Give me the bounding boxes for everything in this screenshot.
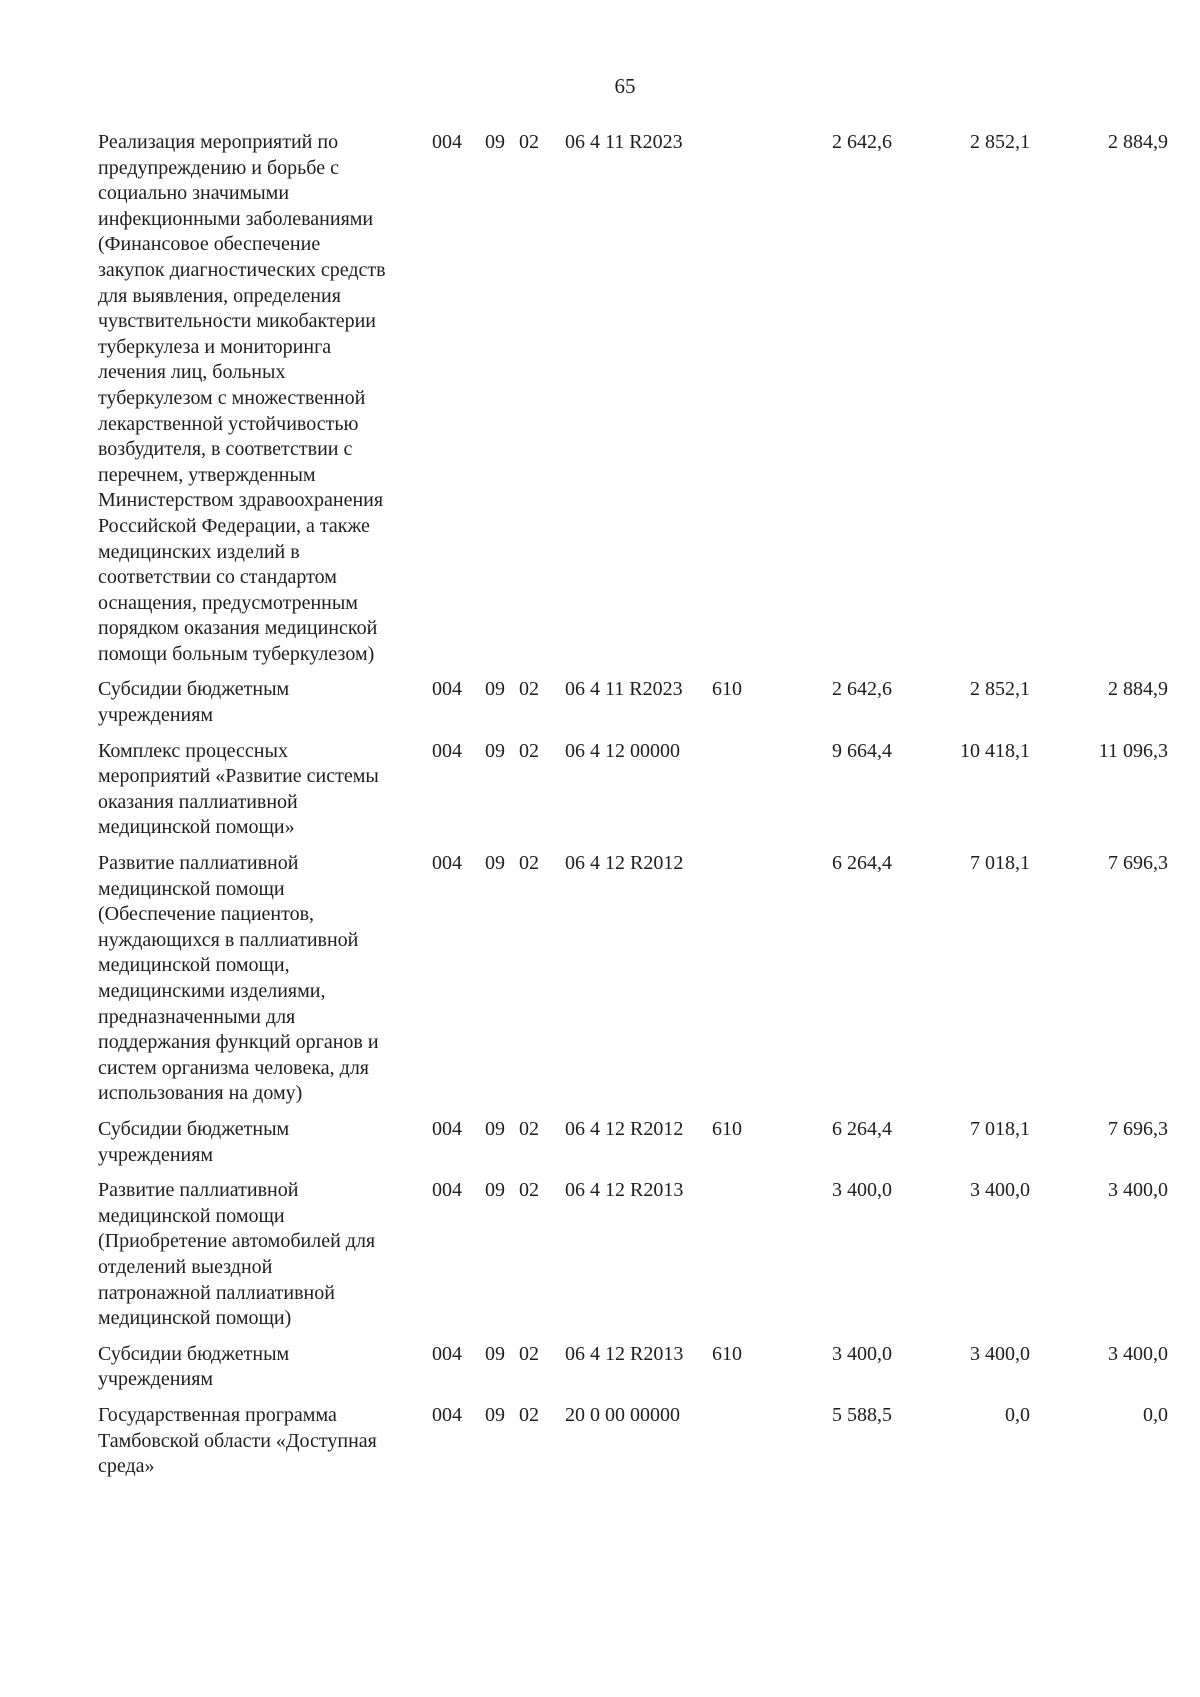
expense-type-code: 610 xyxy=(712,1117,742,1140)
row-description: Субсидии бюджетным учреждениям xyxy=(98,1117,290,1166)
row-description: Субсидии бюджетным учреждениям xyxy=(98,1342,290,1391)
subsection-code: 02 xyxy=(519,131,539,153)
amount-year-1: 3 400,0 xyxy=(832,1342,892,1365)
section-code: 09 xyxy=(485,131,505,153)
table-row xyxy=(98,1178,1168,1332)
target-article-code: 06 4 12 R2013 xyxy=(565,1179,684,1202)
amount-year-3: 2 884,9 xyxy=(1108,678,1168,701)
amount-year-2: 7 018,1 xyxy=(970,1117,1030,1140)
table-row xyxy=(98,677,1168,728)
row-description: Комплекс процессных мероприятий «Развитие системы оказания паллиативной медицинской помощи» xyxy=(98,739,379,839)
amount-year-3: 7 696,3 xyxy=(1108,852,1168,875)
ministry-code: 004 xyxy=(432,1342,462,1365)
amount-year-1: 3 400,0 xyxy=(832,1179,892,1202)
amount-year-3: 0,0 xyxy=(1143,1403,1168,1426)
target-article-code: 06 4 11 R2023 xyxy=(565,131,683,153)
target-article-code: 06 4 12 R2013 xyxy=(565,1342,684,1365)
subsection-code: 02 xyxy=(519,1403,539,1426)
target-article-code: 06 4 12 R2012 xyxy=(565,1117,684,1140)
subsection-code: 02 xyxy=(519,678,539,701)
target-article-code: 06 4 12 00000 xyxy=(565,739,680,762)
subsection-code: 02 xyxy=(519,852,539,875)
amount-year-2: 3 400,0 xyxy=(970,1179,1030,1202)
amount-year-1: 2 642,6 xyxy=(832,678,892,701)
amount-year-2: 2 852,1 xyxy=(970,131,1030,153)
budget-table xyxy=(98,130,1168,1490)
section-code: 09 xyxy=(485,1179,505,1202)
amount-year-2: 2 852,1 xyxy=(970,678,1030,701)
amount-year-1: 5 588,5 xyxy=(832,1403,892,1426)
table-row xyxy=(98,851,1168,1107)
row-description: Развитие паллиативной медицинской помощи (Обеспечение пациентов, нуждающихся в паллиативной медицинской помощи, медицинскими изделиями, предназначенными для поддержания функций органов и систем организма человека, для использования на дому) xyxy=(98,852,379,1105)
section-code: 09 xyxy=(485,852,505,875)
subsection-code: 02 xyxy=(519,1179,539,1202)
table-row xyxy=(98,130,1168,667)
section-code: 09 xyxy=(485,1117,505,1140)
row-description: Субсидии бюджетным учреждениям xyxy=(98,678,290,727)
section-code: 09 xyxy=(485,739,505,762)
section-code: 09 xyxy=(485,1342,505,1365)
target-article-code: 06 4 12 R2012 xyxy=(565,852,684,875)
amount-year-3: 7 696,3 xyxy=(1108,1117,1168,1140)
table-row xyxy=(98,1403,1168,1480)
ministry-code: 004 xyxy=(432,1403,462,1426)
table-row xyxy=(98,1117,1168,1168)
amount-year-1: 2 642,6 xyxy=(832,131,892,153)
target-article-code: 20 0 00 00000 xyxy=(565,1403,680,1426)
row-description: Развитие паллиативной медицинской помощи (Приобретение автомобилей для отделений выездной патронажной паллиативной медицинской помощи) xyxy=(98,1179,376,1330)
target-article-code: 06 4 11 R2023 xyxy=(565,678,683,701)
amount-year-2: 3 400,0 xyxy=(970,1342,1030,1365)
subsection-code: 02 xyxy=(519,1342,539,1365)
ministry-code: 004 xyxy=(432,1179,462,1202)
table-row xyxy=(98,739,1168,841)
amount-year-3: 11 096,3 xyxy=(1098,739,1168,762)
amount-year-3: 2 884,9 xyxy=(1108,131,1168,153)
ministry-code: 004 xyxy=(432,678,462,701)
amount-year-1: 9 664,4 xyxy=(832,739,892,762)
section-code: 09 xyxy=(485,678,505,701)
expense-type-code: 610 xyxy=(712,678,742,701)
ministry-code: 004 xyxy=(432,1117,462,1140)
subsection-code: 02 xyxy=(519,1117,539,1140)
row-description: Государственная программа Тамбовской области «Доступная среда» xyxy=(98,1403,377,1478)
subsection-code: 02 xyxy=(519,739,539,762)
table-row xyxy=(98,1342,1168,1393)
page-number: 65 xyxy=(614,74,636,98)
amount-year-2: 0,0 xyxy=(1005,1403,1030,1426)
amount-year-2: 10 418,1 xyxy=(960,739,1030,762)
amount-year-2: 7 018,1 xyxy=(970,852,1030,875)
amount-year-1: 6 264,4 xyxy=(832,1117,892,1140)
expense-type-code: 610 xyxy=(712,1342,742,1365)
section-code: 09 xyxy=(485,1403,505,1426)
ministry-code: 004 xyxy=(432,131,462,153)
amount-year-1: 6 264,4 xyxy=(832,852,892,875)
row-description: Реализация мероприятий по предупреждению и борьбе с социально значимыми инфекционными заболеваниями (Финансовое обеспечение закупок диагностических средств для выявления, определения чувствительности микобактерии туберкулеза и мониторинга лечения лиц, больных туберкулезом с множественной лекарственной устойчивостью возбудителя, в соответствии с перечнем, утвержденным Министерством здравоохранения Российской Федерации, а также медицинских изделий в соответствии со стандартом оснащения, предусмотренным порядком оказания медицинской помощи больным туберкулезом) xyxy=(98,131,386,665)
ministry-code: 004 xyxy=(432,852,462,875)
ministry-code: 004 xyxy=(432,739,462,762)
amount-year-3: 3 400,0 xyxy=(1108,1342,1168,1365)
amount-year-3: 3 400,0 xyxy=(1108,1179,1168,1202)
